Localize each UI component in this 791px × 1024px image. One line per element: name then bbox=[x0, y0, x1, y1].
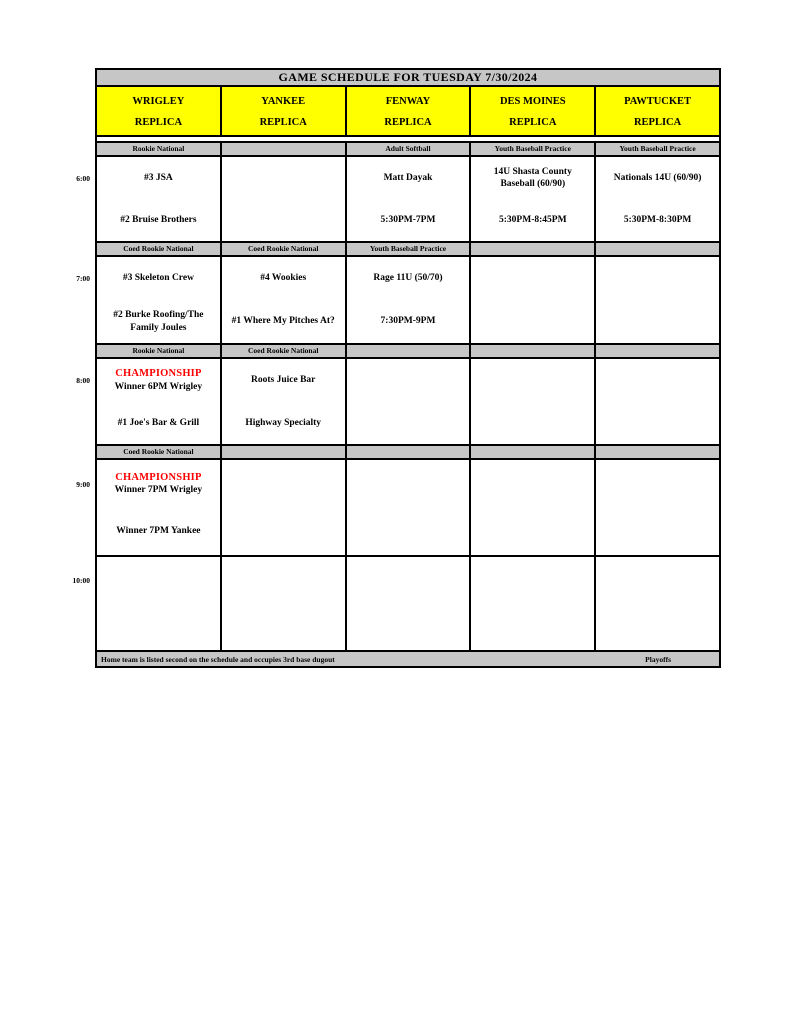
cell-bottom-text: 5:30PM-8:45PM bbox=[499, 214, 567, 225]
cell-top bbox=[97, 557, 220, 604]
game-row-10 bbox=[97, 557, 719, 650]
cell-bottom bbox=[471, 508, 594, 556]
cell-top bbox=[97, 460, 220, 508]
time-label-6: 6:00 bbox=[76, 174, 90, 183]
league-band-cell bbox=[596, 345, 719, 357]
league-band-cell: Coed Rookie National bbox=[97, 446, 220, 458]
field-header-pawtucket bbox=[596, 87, 719, 135]
cell-top bbox=[347, 460, 470, 508]
game-cell bbox=[596, 157, 719, 241]
cell-bottom-text: #1 Where My Pitches At? bbox=[231, 316, 335, 327]
field-type: REPLICA bbox=[134, 117, 183, 128]
game-cell bbox=[471, 557, 594, 650]
cell-top bbox=[596, 460, 719, 508]
header-gap bbox=[97, 137, 719, 141]
game-row-7 bbox=[97, 257, 719, 343]
cell-top bbox=[596, 257, 719, 300]
game-cell bbox=[596, 460, 719, 555]
cell-top-text: Nationals 14U (60/90) bbox=[613, 172, 702, 183]
game-cell bbox=[471, 359, 594, 444]
cell-bottom bbox=[222, 604, 345, 651]
league-band-cell: Rookie National bbox=[97, 345, 220, 357]
game-cell bbox=[347, 359, 470, 444]
cell-bottom bbox=[596, 604, 719, 651]
championship-label: CHAMPIONSHIP bbox=[115, 368, 202, 380]
cell-top-text: #3 Skeleton Crew bbox=[122, 273, 194, 284]
cell-top bbox=[471, 359, 594, 402]
cell-top bbox=[97, 157, 220, 199]
cell-top bbox=[222, 359, 345, 402]
game-row-8 bbox=[97, 359, 719, 444]
cell-top bbox=[222, 157, 345, 199]
game-cell bbox=[471, 257, 594, 343]
field-type: REPLICA bbox=[259, 117, 307, 128]
game-cell bbox=[97, 359, 220, 444]
cell-bottom bbox=[471, 604, 594, 651]
cell-top bbox=[347, 257, 470, 300]
field-name: YANKEE bbox=[261, 96, 306, 107]
cell-top-text: #3 JSA bbox=[144, 172, 173, 183]
league-band-cell: Coed Rookie National bbox=[97, 243, 220, 255]
footer-bar bbox=[97, 652, 719, 666]
cell-bottom-text: 7:30PM-9PM bbox=[380, 316, 436, 327]
field-header-yankee bbox=[222, 87, 345, 135]
league-band-cell: Adult Softball bbox=[347, 143, 470, 155]
league-band-cell bbox=[222, 446, 345, 458]
field-name: WRIGLEY bbox=[132, 96, 185, 107]
championship-label: CHAMPIONSHIP bbox=[115, 471, 202, 483]
cell-bottom-text: 5:30PM-8:30PM bbox=[623, 214, 692, 225]
field-header-fenway bbox=[347, 87, 470, 135]
game-cell bbox=[222, 557, 345, 650]
cell-bottom bbox=[97, 300, 220, 343]
cell-bottom bbox=[347, 199, 470, 241]
cell-top bbox=[347, 557, 470, 604]
cell-top-text: Winner 7PM Wrigley bbox=[114, 485, 203, 496]
field-type: REPLICA bbox=[633, 117, 682, 128]
game-cell bbox=[596, 359, 719, 444]
league-band-cell bbox=[347, 446, 470, 458]
league-band-cell bbox=[596, 446, 719, 458]
cell-bottom bbox=[596, 508, 719, 556]
cell-bottom bbox=[471, 300, 594, 343]
game-cell bbox=[222, 359, 345, 444]
game-cell bbox=[222, 257, 345, 343]
cell-bottom bbox=[222, 508, 345, 556]
game-cell bbox=[347, 557, 470, 650]
cell-bottom-text: #2 Burke Roofing/The Family Joules bbox=[113, 310, 204, 333]
cell-top bbox=[471, 257, 594, 300]
league-band-cell: Coed Rookie National bbox=[222, 243, 345, 255]
cell-bottom bbox=[471, 402, 594, 445]
playoffs-label: Playoffs bbox=[645, 654, 671, 664]
game-cell bbox=[471, 460, 594, 555]
time-label-9: 9:00 bbox=[76, 480, 90, 489]
cell-top bbox=[97, 359, 220, 402]
league-band-cell: Youth Baseball Practice bbox=[347, 243, 470, 255]
field-type: REPLICA bbox=[384, 117, 432, 128]
cell-bottom bbox=[347, 300, 470, 343]
cell-top bbox=[596, 557, 719, 604]
field-header-des-moines bbox=[471, 87, 594, 135]
cell-bottom-text: #2 Bruise Brothers bbox=[120, 214, 197, 225]
league-band-cell bbox=[471, 345, 594, 357]
game-cell bbox=[471, 157, 594, 241]
league-band-cell: Rookie National bbox=[97, 143, 220, 155]
schedule-table bbox=[95, 68, 721, 668]
cell-bottom-text: #1 Joe's Bar & Grill bbox=[117, 417, 200, 428]
cell-top-text: 14U Shasta County Baseball (60/90) bbox=[493, 166, 572, 189]
league-band-cell bbox=[222, 143, 345, 155]
cell-bottom bbox=[347, 604, 470, 651]
field-header-row bbox=[97, 87, 719, 135]
cell-top-text: Roots Juice Bar bbox=[251, 375, 316, 386]
game-cell bbox=[97, 557, 220, 650]
cell-top bbox=[347, 359, 470, 402]
cell-top-text: Rage 11U (50/70) bbox=[373, 273, 443, 284]
cell-top bbox=[471, 460, 594, 508]
game-cell bbox=[596, 557, 719, 650]
cell-bottom bbox=[222, 199, 345, 241]
field-header-wrigley bbox=[97, 87, 220, 135]
game-cell bbox=[97, 460, 220, 555]
league-band-cell bbox=[347, 345, 470, 357]
cell-bottom bbox=[97, 402, 220, 445]
cell-bottom-text: Highway Specialty bbox=[245, 417, 322, 428]
cell-top-text: Winner 6PM Wrigley bbox=[114, 381, 203, 392]
cell-bottom bbox=[347, 402, 470, 445]
cell-top bbox=[471, 157, 594, 199]
cell-bottom-text: 5:30PM-7PM bbox=[380, 214, 436, 225]
league-band-row-8 bbox=[97, 345, 719, 357]
league-band-cell bbox=[471, 446, 594, 458]
cell-top bbox=[222, 557, 345, 604]
field-type: REPLICA bbox=[509, 117, 557, 128]
cell-bottom bbox=[347, 508, 470, 556]
game-cell bbox=[347, 460, 470, 555]
league-band-row-9 bbox=[97, 446, 719, 458]
league-band-cell bbox=[471, 243, 594, 255]
league-band-cell: Youth Baseball Practice bbox=[471, 143, 594, 155]
league-band-cell: Coed Rookie National bbox=[222, 345, 345, 357]
cell-top-text: Matt Dayak bbox=[383, 172, 433, 183]
time-label-7: 7:00 bbox=[76, 274, 90, 283]
cell-bottom bbox=[596, 402, 719, 445]
cell-bottom bbox=[596, 300, 719, 343]
game-row-6 bbox=[97, 157, 719, 241]
cell-bottom bbox=[222, 300, 345, 343]
cell-bottom bbox=[471, 199, 594, 241]
schedule-title: GAME SCHEDULE FOR TUESDAY 7/30/2024 bbox=[97, 70, 719, 85]
cell-top bbox=[222, 257, 345, 300]
cell-bottom bbox=[97, 604, 220, 651]
game-cell bbox=[97, 257, 220, 343]
league-band-row-6 bbox=[97, 143, 719, 155]
league-band-row-7 bbox=[97, 243, 719, 255]
game-cell bbox=[222, 157, 345, 241]
cell-bottom bbox=[97, 508, 220, 556]
cell-top bbox=[596, 359, 719, 402]
field-name: DES MOINES bbox=[499, 96, 566, 107]
time-label-10: 10:00 bbox=[72, 576, 90, 585]
cell-bottom-text: Winner 7PM Yankee bbox=[116, 526, 201, 537]
field-name: PAWTUCKET bbox=[624, 96, 692, 107]
game-cell bbox=[347, 157, 470, 241]
cell-top bbox=[97, 257, 220, 300]
game-cell bbox=[347, 257, 470, 343]
league-band-cell bbox=[596, 243, 719, 255]
game-cell bbox=[596, 257, 719, 343]
footer-note: Home team is listed second on the schedule and occupies 3rd base dugout bbox=[101, 654, 335, 664]
cell-bottom bbox=[596, 199, 719, 241]
game-row-9 bbox=[97, 460, 719, 555]
cell-top bbox=[222, 460, 345, 508]
game-cell bbox=[222, 460, 345, 555]
time-label-8: 8:00 bbox=[76, 376, 90, 385]
cell-top-text: #4 Wookies bbox=[260, 273, 307, 284]
game-cell bbox=[97, 157, 220, 241]
cell-top bbox=[596, 157, 719, 199]
cell-top bbox=[347, 157, 470, 199]
cell-bottom bbox=[97, 199, 220, 241]
cell-bottom bbox=[222, 402, 345, 445]
cell-top bbox=[471, 557, 594, 604]
league-band-cell: Youth Baseball Practice bbox=[596, 143, 719, 155]
field-name: FENWAY bbox=[385, 96, 431, 107]
